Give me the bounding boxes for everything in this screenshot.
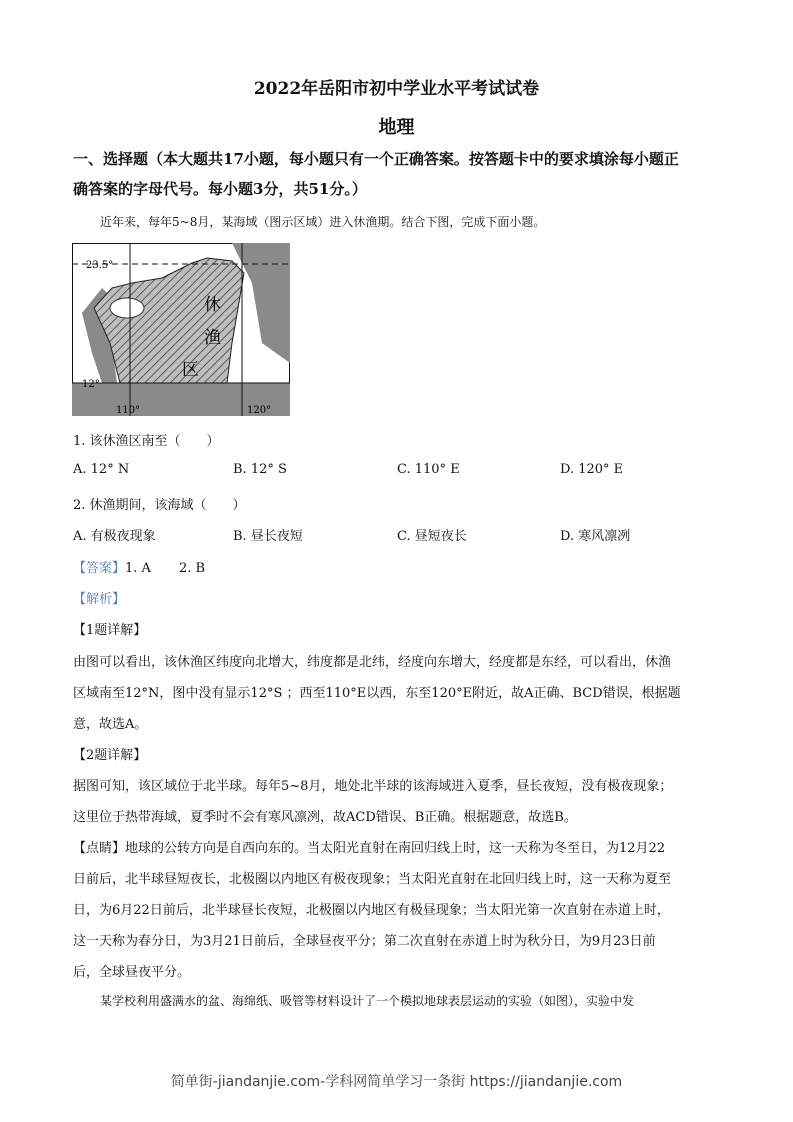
- detail-1-line: 由图可以看出，该休渔区纬度向北增大，纬度都是北纬，经度向东增大，经度都是东经，可以看出，休渔: [73, 655, 672, 670]
- tip-line: 后，全球昼夜平分。: [73, 965, 191, 980]
- q1-option-a: A. 12° N: [73, 462, 130, 477]
- tip-line: 【点睛】地球的公转方向是自西向东的。当太阳光直射在南回归线上时，这一天称为冬至日，为12月22: [73, 841, 666, 856]
- q2-option-d: D. 寒风凛冽: [560, 529, 631, 544]
- lon-label-120: 120°: [247, 405, 272, 416]
- lat-label-23-5: 23.5°: [86, 260, 114, 271]
- tip-line: 这一天称为春分日，为3月21日前后，全球昼夜平分；第二次直射在赤道上时为秋分日，为9月23日前: [73, 934, 656, 949]
- answer-2: 2. B: [178, 561, 206, 576]
- tip-line: 日，为6月22日前后，北半球昼长夜短，北极圈以内地区有极昼现象；当太阳光第一次直射在赤道上时，: [73, 903, 670, 918]
- fishing-zone-map: [72, 243, 290, 416]
- section-heading-line1: 一、选择题（本大题共17小题，每小题只有一个正确答案。按答题卡中的要求填涂每小题正: [73, 150, 679, 168]
- subject-title: 地理: [378, 117, 415, 138]
- q2-option-a: A. 有极夜现象: [73, 529, 156, 544]
- q2-option-b: B. 昼长夜短: [233, 529, 303, 544]
- exam-title: 2022年岳阳市初中学业水平考试试卷: [253, 79, 540, 99]
- detail-2-line: 这里位于热带海域，夏季时不会有寒风凛冽，故ACD错误、B正确。根据题意，故选B。: [73, 810, 577, 825]
- detail-1-label: 【1题详解】: [73, 623, 147, 638]
- q1-option-b: B. 12° S: [233, 462, 287, 477]
- section-heading-line2: 确答案的字母代号。每小题3分，共51分。）: [73, 180, 367, 198]
- q1-option-d: D. 120° E: [560, 462, 624, 477]
- detail-1-line: 意，故选A。: [73, 717, 148, 732]
- answer-row: [73, 557, 205, 576]
- answer-1: 1. A: [125, 561, 151, 576]
- next-question-intro: 某学校利用盛满水的盆、海绵纸、吸管等材料设计了一个模拟地球表层运动的实验（如图），实验中发: [100, 994, 635, 1008]
- zone-label-1: 休: [204, 295, 221, 315]
- zone-label-2: 渔: [204, 328, 221, 348]
- lon-label-110: 110°: [116, 405, 141, 416]
- footer-watermark: 简单街-jiandanjie.com-学科网简单学习一条街 https://jiandanjie.com: [170, 1074, 623, 1090]
- intro-text: 近年来，每年5~8月，某海域（图示区域）进入休渔期。结合下图，完成下面小题。: [100, 215, 546, 229]
- tip-line: 日前后，北半球昼短夜长，北极圈以内地区有极夜现象；当太阳光直射在北回归线上时，这一天称为夏至: [73, 872, 672, 887]
- q1-option-c: C. 110° E: [397, 462, 460, 477]
- zone-label-3: 区: [182, 360, 199, 380]
- lat-label-12: 12°: [82, 379, 100, 390]
- q2-option-c: C. 昼短夜长: [397, 529, 467, 544]
- detail-1-line: 区域南至12°N，图中没有显示12°S ；西至110°E以西，东至120°E附近，故A正确、BCD错误，根据题: [73, 686, 681, 701]
- detail-2-line: 据图可知，该区域位于北半球。每年5~8月，地处北半球的该海域进入夏季，昼长夜短，没有极夜现象；: [73, 779, 673, 794]
- question-1-stem: 1. 该休渔区南至（ ）: [73, 434, 220, 449]
- detail-2-label: 【2题详解】: [73, 748, 147, 763]
- analysis-label: 【解析】: [73, 592, 126, 607]
- answer-label: 【答案】: [73, 561, 126, 576]
- question-2-stem: 2. 休渔期间，该海域（ ）: [73, 498, 246, 513]
